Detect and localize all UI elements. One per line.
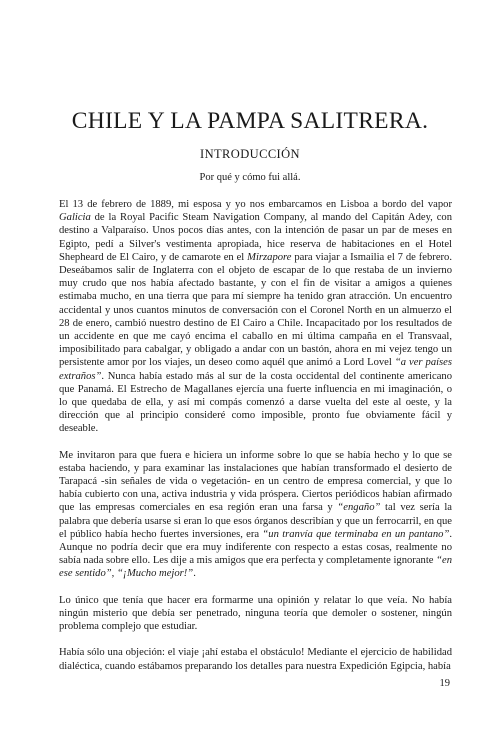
page-title: CHILE Y LA PAMPA SALITRERA. (71, 108, 429, 134)
italic-text-run: “engaño” (337, 502, 381, 514)
section-tagline: Por qué y cómo fui allá. (199, 172, 301, 183)
italic-text-run: Galicia (59, 212, 91, 224)
text-run: Me invitaron para que fuera e hiciera un informe sobre lo que se había hecho y lo que se estaba haciendo, y para examinar las instalaciones que habían transformado el desierto de Tarapacá -sin señales de vida o vegetación- en un centro de empresa comercial, y que lo había cubierto con una, activa industria y vida próspera. Ciertos periódicos habían afirmado que las empresas comerciales en esa región eran una farsa y (59, 449, 452, 514)
section-heading: INTRODUCCIÓN (200, 147, 300, 161)
text-run: tal vez sería la palabra que debería usarse si eran lo que esos órganos describían y que un ferrocarril, en que el público había hecho fuertes inversiones, era (59, 502, 452, 540)
paragraph-3 (59, 594, 452, 634)
text-run: Había sólo una objeción: el viaje ¡ahí estaba el obstáculo! Mediante el ejercicio de habilidad dialéctica, cuando estábamos preparando los detalles para nuestra Expedición Egipcia, había (59, 647, 452, 672)
paragraph-2 (59, 449, 452, 581)
page-number: 19 (439, 678, 450, 689)
paragraph-1 (59, 198, 452, 436)
text-run: de la Royal Pacific Steam Navigation Company, al mando del Capitán Adey, con destino a Valparaíso. Unos pocos días antes, con la intención de pasar un par de meses en Egipto, pedí a Silver's vestimenta apropiada, hice reserva de habitaciones en el Hotel Shepheard de El Cairo, y de camarote en el (59, 212, 452, 263)
text-run: . Nunca había estado más al sur de la costa occidental del continente americano que Panamá. El Estrecho de Magallanes ejercía una fuerte influencia en mi imaginación, o lo que quedaba de ella, y así mi compás comenzó a darse vuelta del este al oeste, y la dirección que al principio consideré como imposible, pronto fue obviamente fácil y deseable. (59, 370, 452, 435)
body-text (59, 198, 452, 686)
paragraph-4 (59, 646, 452, 672)
text-run: . Aunque no podría decir que era muy indiferente con respecto a estas cosas, realmente no sabía nada sobre ello. Les dije a mis amigos que era perfecta y completamente ignorante (59, 528, 452, 567)
italic-text-run: “un tranvía que terminaba en un pantano” (262, 528, 450, 540)
italic-text-run: “a ver países extraños” (59, 357, 453, 382)
text-run: para viajar a Ismailia el 7 de febrero. Deseábamos salir de Inglaterra con el objeto de escapar de lo que restaba de un invierno muy crudo que nos había afectado bastante, y con el fin de visitar a amigos a quienes estimaba mucho, en una tierra que para mí siempre ha tenido gran atracción. Un encuentro accidental y unos cuantos minutos de conversación con el Coronel North en un almuerzo el 28 de enero, cambió nuestro destino de El Cairo a Chile. Incapacitado por los resultados de un accidente en que me cayó encima el caballo en mi última campaña en el Transvaal, imposibilitado para cabalgar, y obligado a andar con un bastón, ahora en mi vejez tengo un persistente amor por los viajes, un deseo como aquél que animó a Lord Lovel (59, 251, 452, 369)
italic-text-run: “en ese sentido”, “¡Mucho mejor!” (59, 555, 452, 580)
text-run: . (193, 568, 196, 580)
text-run: Lo único que tenía que hacer era formarme una opinión y relatar lo que veía. No había ningún misterio que debía ser penetrado, ninguna teoría que demoler o sostener, ningún problema complejo que estudiar. (59, 594, 452, 633)
italic-text-run: Mirzapore (247, 251, 292, 263)
text-run: El 13 de febrero de 1889, mi esposa y yo nos embarcamos en Lisboa a bordo del vapor (59, 199, 452, 210)
